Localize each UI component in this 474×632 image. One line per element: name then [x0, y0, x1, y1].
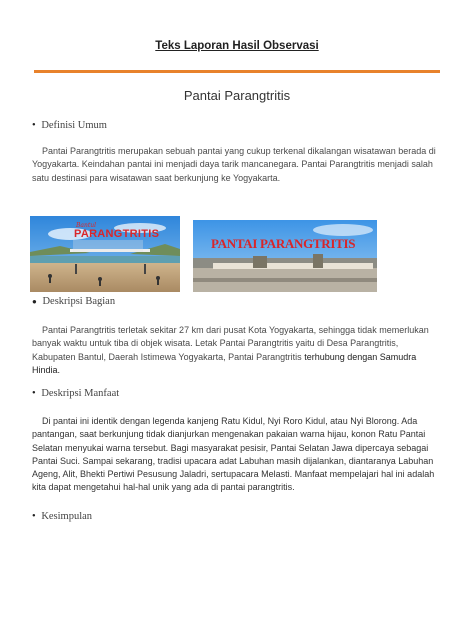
section-heading-kesimpulan: [32, 511, 92, 522]
paragraph-text: Pantai Parangtritis merupakan sebuah pantai yang cukup terkenal dikalangan wisatawan berada di Yogyakarta. Keindahan pantai ini menjadi daya tarik mancanegara. Pantai Parangtritis menjadi salah satu destinasi para wisatawan saat berkunjung ke Yogyakarta.: [32, 146, 436, 183]
heading-label: Deskripsi Bagian: [42, 296, 116, 307]
sign-small-text: Bantul: [76, 222, 97, 229]
document-title: Teks Laporan Hasil Observasi: [155, 40, 319, 52]
bullet-icon: •: [32, 511, 36, 522]
photo-pantai-parangtritis-monument: [193, 220, 377, 292]
photo-parangtritis-beach-sign: [30, 216, 180, 292]
bullet-icon: •: [32, 388, 36, 399]
sign-text: PARANGTRITIS: [74, 228, 160, 240]
paragraph-text: Di pantai ini identik dengan legenda kanjeng Ratu Kidul, Nyi Roro Kidul, atau Nyi Blorong. Ada pantangan, saat berkunjung tidak dianjurkan mengenakan pakaian warna hijau, konon Ratu Pantai Selatan menyukai warna tersebut. Bagi masyarakat pesisir, Pantai Selatan Jawa dipercaya sebagai Pantai Suci. Sampai sekarang, tradisi upacara adat Labuhan masih dijalankan, diantaranya Labuhan Ageng, Alit, Bhekti Pertiwi Pesusung Jaladri, sertupacara Melasti. Manfaat mempelajari hal ini adalah kita dapat mengetahui hal-hal unik yang ada di pantai parangtritis.: [32, 416, 435, 493]
section-heading-deskripsi-bagian: [32, 296, 115, 307]
monument-sign-text: PANTAI PARANGTRITIS: [211, 236, 356, 251]
orange-divider: [34, 70, 440, 73]
paragraph-deskripsi-manfaat: [32, 415, 442, 495]
bullet-icon: •: [32, 120, 36, 131]
heading-label: Kesimpulan: [41, 511, 93, 522]
document-subtitle: Pantai Parangtritis: [183, 88, 291, 103]
bullet-icon: ●: [32, 297, 37, 306]
section-heading-definisi: [32, 120, 107, 131]
heading-label: Deskripsi Manfaat: [41, 388, 120, 399]
paragraph-deskripsi-bagian: [32, 324, 442, 377]
paragraph-definisi: [32, 145, 442, 185]
paragraph-text: Pantai Parangtritis terletak sekitar 27 km dari pusat Kota Yogyakarta, sehingga tidak memerlukan banyak waktu untuk tiba di objek wisata. Letak Pantai Parangtritis yaitu di Desa Parangtritis, Kabupaten Bantul, Daerah Istimewa Yogyakarta, Pantai Parangtritis: [32, 325, 429, 362]
paragraph-text-tail: terhubung dengan Samudra Hindia.: [32, 351, 417, 375]
section-heading-deskripsi-manfaat: [32, 388, 119, 399]
heading-label: Definisi Umum: [41, 120, 107, 131]
